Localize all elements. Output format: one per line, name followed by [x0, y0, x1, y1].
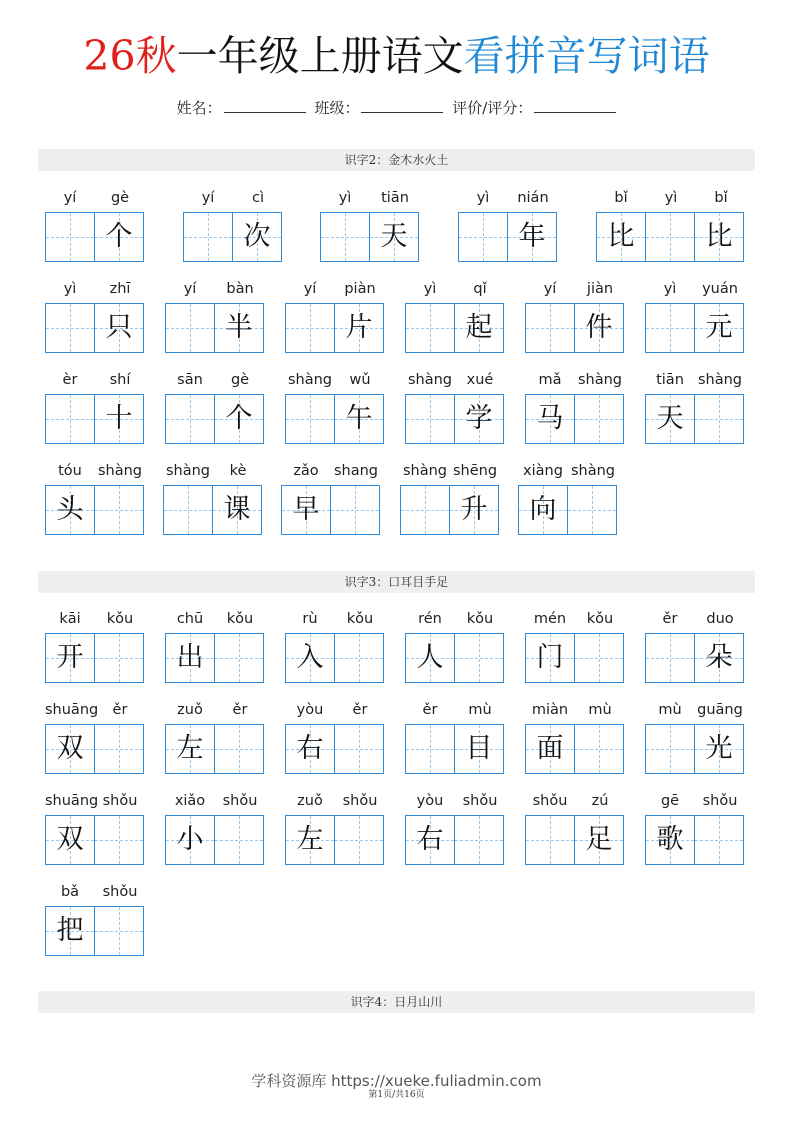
- tian-grid: [645, 394, 744, 444]
- tian-grid: [165, 303, 264, 353]
- tian-grid: [525, 815, 624, 865]
- pinyin: tóu: [58, 463, 82, 479]
- pinyin: wǔ: [349, 372, 371, 388]
- pinyin: ěr: [112, 702, 128, 718]
- tian-grid: [45, 485, 144, 535]
- given-char: 个: [225, 403, 253, 434]
- given-char-box: [46, 486, 94, 534]
- given-char: 十: [105, 403, 133, 434]
- given-char: 头: [56, 494, 84, 525]
- given-char-box: [334, 304, 383, 352]
- tian-grid: [405, 815, 504, 865]
- grade-blank[interactable]: [534, 98, 616, 113]
- pinyin: kǒu: [586, 611, 614, 627]
- student-info: [0, 97, 793, 118]
- writing-box[interactable]: [214, 634, 263, 682]
- given-char-box: [334, 395, 383, 443]
- pinyin: yí: [543, 281, 557, 297]
- writing-box[interactable]: [646, 725, 694, 773]
- pinyin: shǒu: [342, 793, 378, 809]
- tian-grid: [525, 724, 624, 774]
- writing-box[interactable]: [330, 486, 379, 534]
- writing-box[interactable]: [46, 304, 94, 352]
- section-title: 识字4：日月山川: [38, 991, 755, 1013]
- source-footer: 学科资源库 https://xueke.fuliadmin.com: [251, 1072, 542, 1090]
- given-char: 双: [56, 733, 84, 764]
- pinyin: gē: [660, 793, 680, 809]
- given-char-box: [46, 907, 94, 955]
- given-char: 光: [705, 733, 733, 764]
- class-label: 班级：: [314, 99, 360, 117]
- tian-grid: [165, 633, 264, 683]
- given-char: 比: [607, 221, 635, 252]
- given-char-box: [282, 486, 330, 534]
- page-number: 第1页/共16页: [368, 1090, 425, 1100]
- tian-grid: [163, 485, 262, 535]
- given-char: 元: [705, 312, 733, 343]
- writing-box[interactable]: [401, 486, 449, 534]
- given-char: 个: [105, 221, 133, 252]
- given-char: 比: [705, 221, 733, 252]
- tian-grid: [45, 815, 144, 865]
- given-char: 入: [296, 642, 324, 673]
- writing-box[interactable]: [406, 725, 454, 773]
- writing-box[interactable]: [567, 486, 616, 534]
- class-field[interactable]: [314, 97, 443, 118]
- writing-box[interactable]: [694, 395, 743, 443]
- pinyin: shàng: [407, 372, 453, 388]
- given-char-box: [449, 486, 498, 534]
- pinyin: shǒu: [702, 793, 738, 809]
- given-char: 早: [292, 494, 320, 525]
- writing-box[interactable]: [646, 304, 694, 352]
- pinyin: shuāng: [45, 793, 99, 809]
- writing-box[interactable]: [526, 816, 574, 864]
- writing-box[interactable]: [94, 816, 143, 864]
- given-char-box: [166, 725, 214, 773]
- tian-grid: [285, 303, 384, 353]
- pinyin: kǒu: [466, 611, 494, 627]
- given-char-box: [646, 395, 694, 443]
- pinyin: sān: [177, 372, 203, 388]
- writing-box[interactable]: [646, 634, 694, 682]
- tian-grid: [45, 906, 144, 956]
- tian-grid: [405, 633, 504, 683]
- writing-box[interactable]: [46, 395, 94, 443]
- given-char: 左: [176, 733, 204, 764]
- given-char-box: [94, 395, 143, 443]
- pinyin: mén: [533, 611, 567, 627]
- pinyin: kǒu: [106, 611, 134, 627]
- given-char-box: [507, 213, 556, 261]
- pinyin: piàn: [344, 281, 376, 297]
- writing-box[interactable]: [454, 634, 503, 682]
- pinyin: miàn: [531, 702, 569, 718]
- pinyin: yí: [201, 190, 215, 206]
- pinyin: shàng: [570, 463, 616, 479]
- tian-grid: [285, 633, 384, 683]
- pinyin: shǒu: [102, 793, 138, 809]
- tian-grid: [525, 303, 624, 353]
- tian-grid: [458, 212, 557, 262]
- title-grade: 一年级上册语文: [176, 32, 464, 80]
- pinyin: yì: [423, 281, 437, 297]
- pinyin: yuán: [702, 281, 738, 297]
- given-char: 右: [416, 824, 444, 855]
- pinyin: gè: [110, 190, 130, 206]
- given-char-box: [369, 213, 418, 261]
- given-char-box: [526, 395, 574, 443]
- given-char-box: [46, 634, 94, 682]
- tian-grid: [645, 633, 744, 683]
- given-char-box: [574, 304, 623, 352]
- given-char: 朵: [705, 642, 733, 673]
- writing-box[interactable]: [334, 634, 383, 682]
- pinyin: zuǒ: [297, 793, 323, 809]
- pinyin: bǐ: [614, 190, 628, 206]
- title-year: 26秋: [83, 32, 177, 80]
- given-char: 右: [296, 733, 324, 764]
- pinyin: zuǒ: [177, 702, 203, 718]
- pinyin: bàn: [226, 281, 254, 297]
- pinyin: kǒu: [346, 611, 374, 627]
- pinyin: ěr: [422, 702, 438, 718]
- writing-box[interactable]: [214, 816, 263, 864]
- given-char: 只: [105, 312, 133, 343]
- given-char-box: [94, 304, 143, 352]
- pinyin: xué: [466, 372, 494, 388]
- pinyin: shǒu: [462, 793, 498, 809]
- tian-grid: [518, 485, 617, 535]
- tian-grid: [45, 724, 144, 774]
- pinyin: shǒu: [532, 793, 568, 809]
- pinyin: ěr: [662, 611, 678, 627]
- pinyin: yí: [63, 190, 77, 206]
- tian-grid: [525, 394, 624, 444]
- given-char-box: [46, 725, 94, 773]
- name-label: 姓名：: [176, 99, 222, 117]
- tian-grid: [285, 724, 384, 774]
- given-char: 次: [243, 221, 271, 252]
- pinyin: nián: [517, 190, 549, 206]
- pinyin: shang: [333, 463, 379, 479]
- pinyin: gè: [230, 372, 250, 388]
- writing-box[interactable]: [164, 486, 212, 534]
- pinyin: yì: [338, 190, 352, 206]
- tian-grid: [405, 724, 504, 774]
- name-blank[interactable]: [224, 98, 306, 113]
- given-char-box: [454, 304, 503, 352]
- pinyin: shàng: [402, 463, 448, 479]
- pinyin: mǎ: [538, 372, 562, 388]
- tian-grid: [45, 303, 144, 353]
- given-char: 天: [656, 403, 684, 434]
- writing-box[interactable]: [574, 725, 623, 773]
- writing-box[interactable]: [334, 725, 383, 773]
- given-char-box: [94, 213, 143, 261]
- pinyin: qǐ: [473, 281, 487, 297]
- given-char: 午: [345, 403, 373, 434]
- given-char: 马: [536, 403, 564, 434]
- given-char-box: [597, 213, 645, 261]
- writing-box[interactable]: [454, 816, 503, 864]
- pinyin: kāi: [59, 611, 81, 627]
- tian-grid: [645, 815, 744, 865]
- given-char-box: [694, 304, 743, 352]
- writing-box[interactable]: [166, 304, 214, 352]
- writing-box[interactable]: [286, 395, 334, 443]
- tian-grid: [45, 394, 144, 444]
- pinyin: cì: [251, 190, 264, 206]
- pinyin: xiǎo: [174, 793, 206, 809]
- writing-box[interactable]: [694, 816, 743, 864]
- writing-box[interactable]: [184, 213, 232, 261]
- writing-box[interactable]: [574, 395, 623, 443]
- tian-grid: [596, 212, 744, 262]
- pinyin: yòu: [296, 702, 324, 718]
- writing-box[interactable]: [214, 725, 263, 773]
- given-char-box: [46, 816, 94, 864]
- pinyin: tiān: [656, 372, 684, 388]
- pinyin: yòu: [416, 793, 444, 809]
- pinyin: chū: [176, 611, 204, 627]
- given-char: 课: [223, 494, 251, 525]
- pinyin: xiàng: [523, 463, 563, 479]
- tian-grid: [645, 724, 744, 774]
- given-char-box: [454, 725, 503, 773]
- given-char: 面: [536, 733, 564, 764]
- given-char: 片: [345, 312, 373, 343]
- tian-grid: [405, 303, 504, 353]
- pinyin: shàng: [287, 372, 333, 388]
- given-char: 开: [56, 642, 84, 673]
- given-char-box: [406, 634, 454, 682]
- given-char-box: [286, 634, 334, 682]
- given-char: 学: [465, 403, 493, 434]
- given-char-box: [286, 816, 334, 864]
- pinyin: kè: [229, 463, 247, 479]
- writing-box[interactable]: [645, 213, 694, 261]
- writing-box[interactable]: [459, 213, 507, 261]
- tian-grid: [405, 394, 504, 444]
- section-title: 识字2：金木水火土: [38, 149, 755, 171]
- grade-label: 评价/评分：: [452, 99, 533, 117]
- writing-box[interactable]: [574, 634, 623, 682]
- tian-grid: [285, 394, 384, 444]
- pinyin: yì: [664, 190, 678, 206]
- given-char-box: [694, 213, 743, 261]
- pinyin: shàng: [165, 463, 211, 479]
- given-char-box: [214, 395, 263, 443]
- given-char: 把: [56, 915, 84, 946]
- pinyin: shàng: [577, 372, 623, 388]
- given-char: 年: [518, 221, 546, 252]
- pinyin: bǐ: [714, 190, 728, 206]
- pinyin: yì: [476, 190, 490, 206]
- section-title: 识字3：口耳目手足: [38, 571, 755, 593]
- tian-grid: [165, 724, 264, 774]
- pinyin: shǒu: [222, 793, 258, 809]
- given-char-box: [406, 816, 454, 864]
- given-char: 双: [56, 824, 84, 855]
- given-char-box: [212, 486, 261, 534]
- pinyin: shàng: [697, 372, 743, 388]
- writing-box[interactable]: [334, 816, 383, 864]
- given-char: 出: [176, 642, 204, 673]
- given-char-box: [232, 213, 281, 261]
- given-char-box: [646, 816, 694, 864]
- pinyin: mù: [588, 702, 612, 718]
- given-char: 左: [296, 824, 324, 855]
- writing-box[interactable]: [166, 395, 214, 443]
- pinyin: yì: [663, 281, 677, 297]
- pinyin: ěr: [352, 702, 368, 718]
- tian-grid: [320, 212, 419, 262]
- writing-box[interactable]: [321, 213, 369, 261]
- writing-box[interactable]: [94, 907, 143, 955]
- given-char-box: [694, 634, 743, 682]
- pinyin: shuāng: [45, 702, 99, 718]
- writing-box[interactable]: [94, 486, 143, 534]
- given-char-box: [166, 634, 214, 682]
- tian-grid: [400, 485, 499, 535]
- pinyin: zú: [591, 793, 609, 809]
- pinyin: rù: [302, 611, 318, 627]
- given-char-box: [574, 816, 623, 864]
- tian-grid: [165, 394, 264, 444]
- pinyin: rén: [418, 611, 442, 627]
- given-char-box: [526, 725, 574, 773]
- given-char: 人: [416, 642, 444, 673]
- pinyin: shàng: [97, 463, 143, 479]
- tian-grid: [525, 633, 624, 683]
- given-char: 足: [585, 824, 613, 855]
- page-title: [0, 30, 793, 82]
- tian-grid: [45, 212, 144, 262]
- pinyin: tiān: [381, 190, 409, 206]
- pinyin: mù: [658, 702, 682, 718]
- pinyin: ěr: [232, 702, 248, 718]
- pinyin: shí: [109, 372, 131, 388]
- given-char-box: [166, 816, 214, 864]
- given-char: 升: [460, 494, 488, 525]
- given-char: 件: [585, 312, 613, 343]
- given-char: 门: [536, 642, 564, 673]
- pinyin: shēng: [452, 463, 498, 479]
- pinyin: duo: [706, 611, 734, 627]
- given-char-box: [526, 634, 574, 682]
- name-field[interactable]: [177, 97, 306, 118]
- pinyin: guāng: [697, 702, 743, 718]
- given-char-box: [214, 304, 263, 352]
- given-char: 半: [225, 312, 253, 343]
- given-char: 小: [176, 824, 204, 855]
- pinyin: mù: [468, 702, 492, 718]
- given-char: 天: [380, 221, 408, 252]
- writing-box[interactable]: [526, 304, 574, 352]
- pinyin: shǒu: [102, 884, 138, 900]
- writing-box[interactable]: [406, 395, 454, 443]
- pinyin: yì: [63, 281, 77, 297]
- writing-box[interactable]: [406, 304, 454, 352]
- given-char-box: [519, 486, 567, 534]
- writing-box[interactable]: [94, 634, 143, 682]
- class-blank[interactable]: [361, 98, 443, 113]
- writing-box[interactable]: [94, 725, 143, 773]
- pinyin: kǒu: [226, 611, 254, 627]
- pinyin: bǎ: [60, 884, 80, 900]
- pinyin: yí: [303, 281, 317, 297]
- tian-grid: [281, 485, 380, 535]
- tian-grid: [165, 815, 264, 865]
- tian-grid: [45, 633, 144, 683]
- writing-box[interactable]: [46, 213, 94, 261]
- given-char: 向: [529, 494, 557, 525]
- tian-grid: [183, 212, 282, 262]
- title-task: 看拼音写词语: [463, 32, 710, 80]
- given-char: 起: [465, 312, 493, 343]
- writing-box[interactable]: [286, 304, 334, 352]
- tian-grid: [645, 303, 744, 353]
- pinyin: èr: [62, 372, 78, 388]
- given-char-box: [286, 725, 334, 773]
- pinyin: zǎo: [293, 463, 319, 479]
- pinyin: yí: [183, 281, 197, 297]
- given-char: 目: [465, 733, 493, 764]
- given-char: 歌: [656, 824, 684, 855]
- given-char-box: [694, 725, 743, 773]
- given-char-box: [454, 395, 503, 443]
- grade-field[interactable]: [452, 97, 616, 118]
- tian-grid: [285, 815, 384, 865]
- pinyin: zhī: [109, 281, 131, 297]
- pinyin: jiàn: [586, 281, 614, 297]
